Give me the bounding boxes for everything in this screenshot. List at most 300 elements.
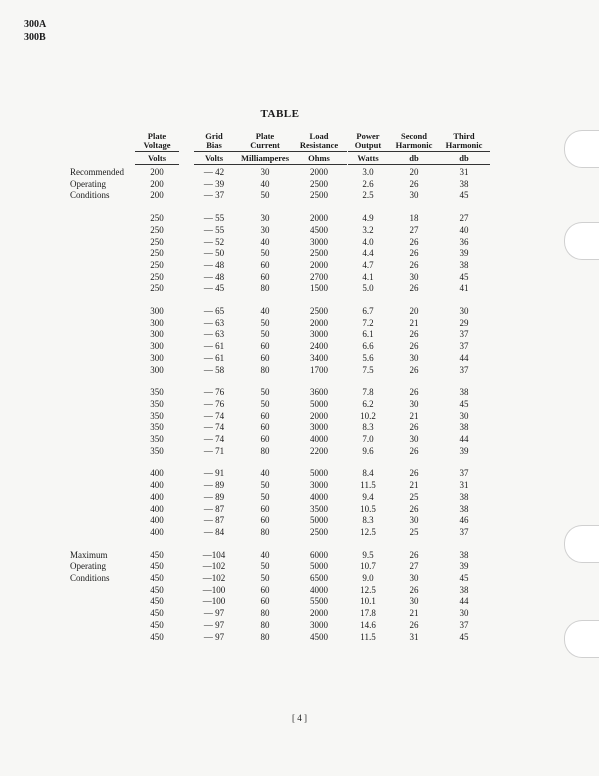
condition-label-line: Recommended [70,167,124,177]
table-cell: 400 [150,491,164,502]
table-row [0,260,599,271]
table-cell: 400 [150,468,164,479]
table-cell: 3500 [310,503,328,514]
table-cell: 300 [150,364,164,375]
table-cell: 20 [409,167,419,177]
table-cell: 21 [409,608,419,619]
table-cell: 9.4 [362,491,374,502]
table-cell: 2.5 [362,190,374,201]
table-cell: 45 [459,573,469,583]
table-cell: 80 [260,445,270,456]
table-cell: —102 [202,573,226,583]
table-cell: 50 [260,387,270,398]
table-cell: 26 [409,422,419,433]
column-header [135,132,179,165]
table-title: TABLE [260,108,300,120]
table-cell: 60 [260,503,270,514]
table-cell: 4.1 [362,271,374,282]
table-cell: 4000 [310,491,328,502]
table-cell: 4000 [310,434,328,444]
table-cell: 350 [150,387,164,398]
table-cell: 11.5 [360,631,376,642]
table-cell: 30 [409,596,419,607]
table-cell: 37 [459,468,469,479]
table-cell: 38 [459,387,469,398]
table-cell: 2000 [310,213,328,224]
table-cell: 9.6 [362,445,374,456]
table-cell: 2.6 [362,178,374,189]
table-cell: 31 [459,167,469,177]
table-row [0,318,599,329]
column-header-unit: db [438,152,490,165]
table-row [0,213,599,224]
condition-label-line: Conditions [70,572,110,583]
table-cell: 30 [260,224,270,235]
table-cell: 26 [409,329,419,340]
table-cell: 21 [409,410,419,421]
table-cell: 350 [150,445,164,456]
table-cell: 300 [150,341,164,352]
table-cell: 400 [150,526,164,537]
table-cell: 38 [459,259,469,270]
table-cell: 3000 [310,480,328,491]
table-cell: — 76 [203,398,225,409]
table-cell: — 52 [203,236,225,247]
table-cell: 2000 [310,259,328,270]
table-cell: 46 [459,515,469,526]
table-cell: 8.3 [362,422,374,433]
table-row [0,585,599,596]
table-cell: 2000 [310,410,328,421]
table-cell: 17.8 [360,608,376,619]
table-row [0,237,599,248]
table-cell: — 45 [203,283,225,294]
table-row [0,504,599,515]
table-cell: 5000 [310,561,328,572]
page-number: [ 4 ] [292,713,307,723]
table-cell: 80 [260,283,270,294]
table-cell: 3.0 [362,167,374,177]
table-cell: 25 [409,526,419,537]
table-cell: — 48 [203,271,225,282]
condition-label-line: Operating [70,561,106,572]
table-cell: 6.6 [362,341,374,352]
table-cell: 60 [260,271,270,282]
table-cell: 60 [260,584,270,595]
table-cell: 38 [459,584,469,595]
table-row [0,283,599,294]
column-header-label: Second [401,131,427,141]
table-cell: 50 [260,317,270,328]
table-row [0,468,599,479]
table-cell: — 89 [203,491,225,502]
table-row [0,480,599,491]
table-cell: 200 [150,178,164,189]
table-cell: — 63 [203,317,225,328]
table-cell: 26 [409,364,419,375]
column-header [291,132,347,165]
table-cell: 50 [260,573,270,583]
table-cell: — 87 [203,515,225,526]
table-cell: 26 [409,584,419,595]
column-header-label: Third [453,131,475,141]
table-cell: 8.3 [362,515,374,526]
column-header [348,132,388,165]
table-cell: 3000 [310,236,328,247]
table-cell: 7.5 [362,364,374,375]
table-row [0,620,599,631]
tube-model-header [24,18,46,44]
table-cell: 2500 [310,190,328,201]
table-cell: 30 [409,271,419,282]
table-row [0,248,599,259]
table-cell: 26 [409,387,419,398]
table-cell: 5000 [310,398,328,409]
table-cell: 30 [260,167,270,177]
table-row [0,434,599,445]
table-cell: 37 [459,526,469,537]
table-cell: — 42 [203,167,225,177]
table-cell: 2500 [310,306,328,316]
table-cell: 37 [459,364,469,375]
table-cell: 30 [409,352,419,363]
table-cell: 26 [409,549,419,560]
table-cell: 2400 [310,341,328,352]
table-cell: 29 [459,317,469,328]
table-cell: 300 [150,352,164,363]
column-header-label: Current [234,141,296,152]
table-cell: 30 [409,573,419,583]
table-cell: 30 [409,398,419,409]
table-cell: 26 [409,259,419,270]
table-cell: 450 [150,631,164,642]
table-row [0,411,599,422]
table-cell: 80 [260,619,270,630]
table-cell: 60 [260,259,270,270]
table-cell: —102 [202,561,226,572]
table-cell: 37 [459,329,469,340]
table-cell: 2200 [310,445,328,456]
table-cell: 200 [150,190,164,201]
table-cell: 26 [409,619,419,630]
table-cell: 60 [260,515,270,526]
table-cell: —100 [202,584,226,595]
column-header-unit: Watts [348,152,388,165]
table-cell: — 58 [203,364,225,375]
table-cell: 44 [459,596,469,607]
table-cell: 250 [150,224,164,235]
table-cell: 350 [150,398,164,409]
table-cell: — 37 [203,190,225,201]
table-cell: 6.7 [362,306,374,316]
table-cell: — 91 [203,468,225,479]
table-cell: 450 [150,608,164,619]
table-cell: — 87 [203,503,225,514]
table-row [0,596,599,607]
table-cell: 31 [409,631,419,642]
table-cell: 10.1 [360,596,376,607]
table-cell: 4.4 [362,248,374,259]
table-cell: 30 [409,434,419,444]
table-cell: 30 [260,213,270,224]
table-cell: 200 [150,167,164,177]
table-row [0,225,599,236]
table-cell: —104 [202,549,226,560]
table-cell: 18 [409,213,419,224]
column-header [194,132,234,165]
table-cell: 60 [260,422,270,433]
column-header-label: Harmonic [388,141,440,152]
table-cell: 10.7 [360,561,376,572]
table-cell: 21 [409,480,419,491]
table-cell: 44 [459,352,469,363]
table-cell: 7.8 [362,387,374,398]
table-cell: 60 [260,352,270,363]
table-cell: 1700 [310,364,328,375]
column-header [388,132,440,165]
table-cell: — 61 [203,352,225,363]
table-cell: —100 [202,596,226,607]
table-cell: 3.2 [362,224,374,235]
table-cell: 450 [150,584,164,595]
table-cell: 250 [150,248,164,259]
table-cell: 50 [260,561,270,572]
table-cell: 5.6 [362,352,374,363]
column-header-label: Plate [255,131,275,141]
table-cell: 26 [409,468,419,479]
table-cell: — 76 [203,387,225,398]
table-cell: — 97 [203,631,225,642]
table-cell: 27 [409,561,419,572]
table-row [0,272,599,283]
condition-label-line: Operating [70,178,106,189]
table-cell: 2500 [310,526,328,537]
table-cell: 40 [260,178,270,189]
table-cell: 45 [459,631,469,642]
model-line-2: 300B [24,32,46,43]
table-row [0,446,599,457]
table-cell: 50 [260,329,270,340]
column-header-label: Harmonic [438,141,490,152]
table-row [0,341,599,352]
table-cell: 80 [260,364,270,375]
table-row [0,329,599,340]
table-cell: 39 [459,445,469,456]
table-cell: 5500 [310,596,328,607]
table-row [0,550,599,561]
table-cell: 25 [409,491,419,502]
column-header-unit: Volts [194,152,234,165]
table-cell: 40 [260,306,270,316]
table-cell: 5.0 [362,283,374,294]
table-cell: 50 [260,248,270,259]
table-cell: 40 [260,236,270,247]
table-cell: 45 [459,271,469,282]
table-cell: 450 [150,561,164,572]
table-cell: 26 [409,341,419,352]
table-cell: — 39 [203,178,225,189]
table-cell: 2500 [310,248,328,259]
table-cell: 3000 [310,422,328,433]
table-cell: 20 [409,306,419,316]
table-cell: 30 [409,515,419,526]
table-row [0,365,599,376]
table-cell: — 97 [203,608,225,619]
table-cell: 2000 [310,608,328,619]
binder-hole-3 [564,525,599,563]
column-header-unit: Volts [135,152,179,165]
table-cell: 50 [260,491,270,502]
column-header-unit: Ohms [291,152,347,165]
table-cell: 80 [260,608,270,619]
table-cell: 50 [260,398,270,409]
table-cell: 60 [260,434,270,444]
table-cell: 38 [459,491,469,502]
table-cell: 26 [409,283,419,294]
table-cell: 12.5 [360,526,376,537]
column-header-label: Resistance [291,141,347,152]
table-cell: 450 [150,596,164,607]
table-cell: 3600 [310,387,328,398]
table-cell: 26 [409,248,419,259]
table-cell: 50 [260,190,270,201]
table-cell: 6.1 [362,329,374,340]
table-cell: 26 [409,178,419,189]
table-cell: 1500 [310,283,328,294]
table-cell: 350 [150,422,164,433]
binder-hole-2 [564,222,599,260]
table-cell: 4500 [310,631,328,642]
table-cell: — 84 [203,526,225,537]
table-cell: 27 [459,213,469,224]
table-cell: 11.5 [360,480,376,491]
table-cell: 400 [150,515,164,526]
table-cell: — 65 [203,306,225,316]
column-header-label: Output [348,141,388,152]
table-cell: 10.2 [360,410,376,421]
table-cell: 30 [459,306,469,316]
table-cell: 38 [459,422,469,433]
table-cell: 30 [459,608,469,619]
table-cell: 450 [150,573,164,583]
table-cell: — 97 [203,619,225,630]
table-cell: 60 [260,341,270,352]
column-header-label: Plate [147,131,167,141]
table-cell: 2000 [310,317,328,328]
table-cell: 39 [459,248,469,259]
condition-label-line: Maximum [70,549,108,560]
table-cell: 4.0 [362,236,374,247]
table-cell: 3400 [310,352,328,363]
table-cell: 80 [260,526,270,537]
table-cell: 6.2 [362,398,374,409]
table-cell: 26 [409,445,419,456]
table-row [0,422,599,433]
table-cell: 8.4 [362,468,374,479]
table-cell: — 55 [203,224,225,235]
table-cell: 37 [459,619,469,630]
table-cell: 36 [459,236,469,247]
table-cell: 5000 [310,515,328,526]
table-cell: 350 [150,434,164,444]
table-cell: 14.6 [360,619,376,630]
table-cell: 6500 [310,573,328,583]
table-row [0,608,599,619]
column-header-label: Grid [205,131,223,141]
table-cell: 31 [459,480,469,491]
table-cell: 7.2 [362,317,374,328]
binder-hole-1 [564,130,599,168]
column-header [438,132,490,165]
table-cell: 45 [459,398,469,409]
table-row [0,515,599,526]
table-cell: 26 [409,236,419,247]
table-cell: 6000 [310,549,328,560]
table-cell: — 61 [203,341,225,352]
table-cell: 26 [409,503,419,514]
table-cell: 450 [150,549,164,560]
table-cell: 27 [409,224,419,235]
table-cell: 80 [260,631,270,642]
table-cell: 30 [459,410,469,421]
table-cell: 50 [260,480,270,491]
table-cell: 4.9 [362,213,374,224]
table-row [0,306,599,317]
column-header-label: Load [309,131,329,141]
table-cell: 3000 [310,329,328,340]
table-cell: 300 [150,306,164,316]
table-cell: 250 [150,283,164,294]
table-cell: 350 [150,410,164,421]
table-cell: 9.0 [362,573,374,583]
table-cell: 7.0 [362,434,374,444]
table-cell: 10.5 [360,503,376,514]
column-header-unit: Milliamperes [234,152,296,165]
table-cell: 2500 [310,178,328,189]
table-cell: 300 [150,329,164,340]
table-cell: — 89 [203,480,225,491]
table-cell: — 48 [203,259,225,270]
table-cell: 2700 [310,271,328,282]
table-cell: 37 [459,341,469,352]
table-cell: 60 [260,596,270,607]
table-cell: 400 [150,503,164,514]
table-cell: 21 [409,317,419,328]
table-cell: 4.7 [362,259,374,270]
condition-label-line: Conditions [70,190,110,201]
table-cell: — 74 [203,434,225,444]
table-row [0,399,599,410]
column-header-unit: db [388,152,440,165]
table-cell: 2000 [310,167,328,177]
table-cell: 41 [459,283,469,294]
table-cell: 60 [260,410,270,421]
table-cell: 250 [150,236,164,247]
table-cell: — 71 [203,445,225,456]
table-cell: 12.5 [360,584,376,595]
table-cell: 38 [459,549,469,560]
table-cell: 45 [459,190,469,201]
column-header [234,132,296,165]
table-cell: 5000 [310,468,328,479]
table-row [0,387,599,398]
table-row [0,561,599,572]
table-cell: 38 [459,178,469,189]
table-cell: — 74 [203,422,225,433]
table-row [0,190,599,201]
table-cell: 40 [459,224,469,235]
table-cell: 4000 [310,584,328,595]
